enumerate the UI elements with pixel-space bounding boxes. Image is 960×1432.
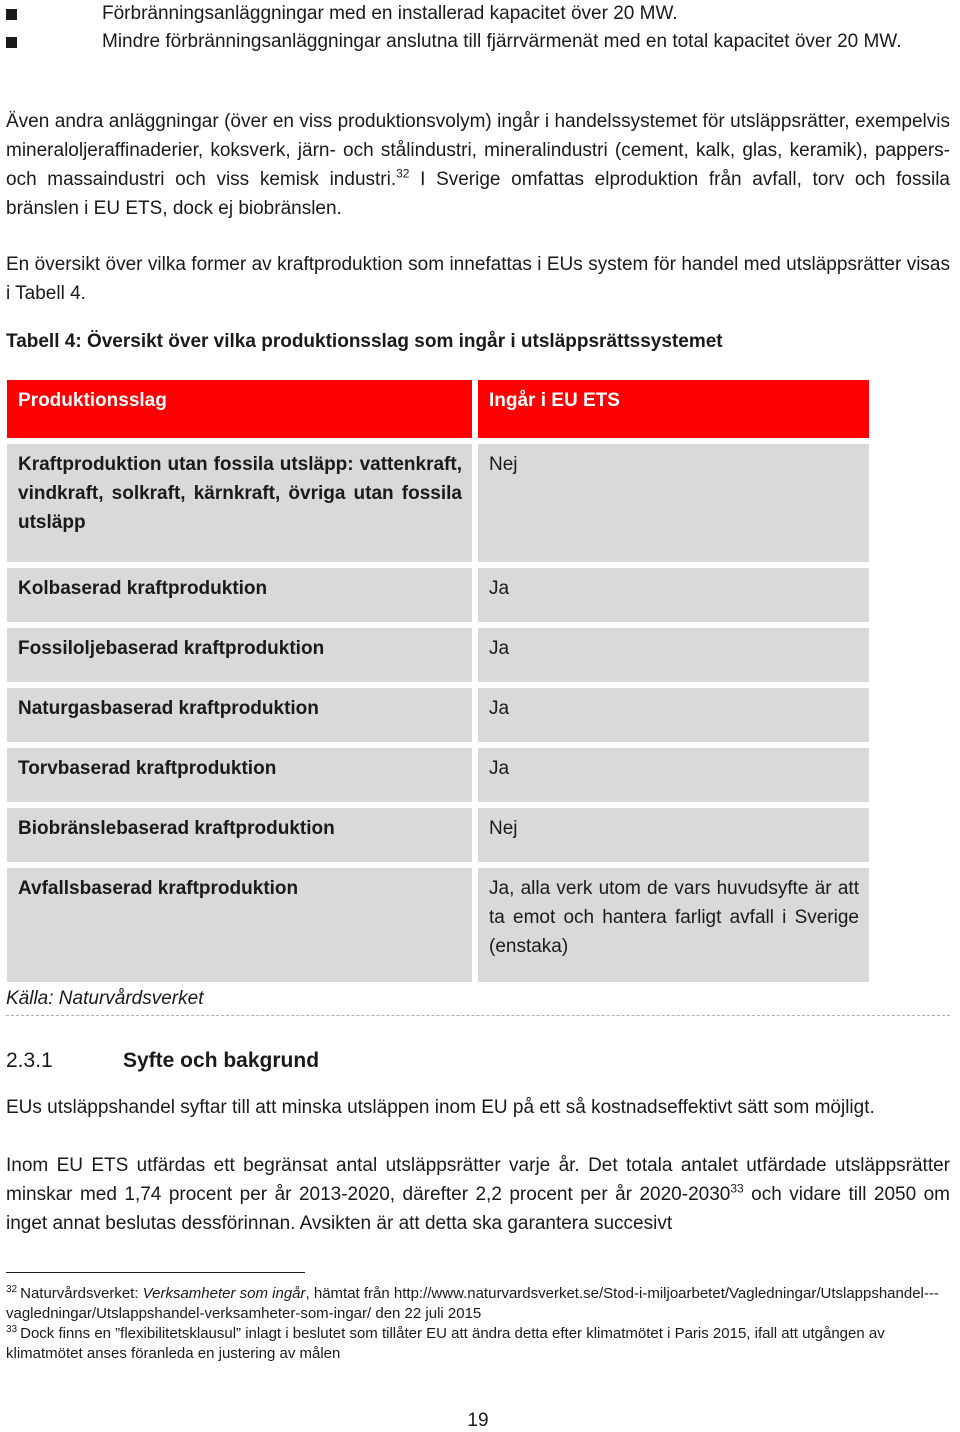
table-cell: Kolbaserad kraftproduktion — [7, 568, 472, 622]
table-cell: Ja — [478, 568, 869, 622]
paragraph-purpose: EUs utsläppshandel syftar till att minska utsläppen inom EU på ett så kostnadseffektivt sätt som möjligt. — [6, 1097, 875, 1118]
table-cell: Torvbaserad kraftproduktion — [7, 748, 472, 802]
paragraph-overview: En översikt över vilka former av kraftproduktion som innefattas i EUs system för handel med utsläppsrätter visas i Tabell 4. — [6, 254, 950, 304]
paragraph-allowances: Inom EU ETS utfärdas ett begränsat antal utsläppsrätter varje år. Det totala antalet utfärdade utsläppsrätter minskar med 1,74 procent per år 2013-2020, därefter 2,2 procent per år 2020-2030$^{33}$ och vidare till 2050 om inget annat beslutas dessförinnan. Avsikten är att detta ska garantera succesivt — [6, 1155, 950, 1234]
section-heading — [6, 1049, 319, 1073]
table-row — [7, 808, 869, 862]
column-header: Ingår i EU ETS — [478, 380, 869, 438]
table-row — [7, 868, 869, 982]
table-row — [7, 748, 869, 802]
bullet-text: Förbränningsanläggningar med en installerad kapacitet över 20 MW. — [102, 3, 678, 24]
table-cell: Ja — [478, 748, 869, 802]
dotted-divider — [6, 1015, 950, 1016]
table-cell: Nej — [478, 444, 869, 562]
table-cell: Avfallsbaserad kraftproduktion — [7, 868, 472, 982]
footnote: $^{32}$ Naturvårdsverket: Verksamheter som ingår, hämtat från http://www.naturvardsverket.se/Stod-i-miljoarbetet/Vagledningar/Utslappshandel---vagledningar/Utslappshandel-verksamheter-som-ingar/ den 22 juli 2015 — [6, 1284, 939, 1322]
footnote-separator — [6, 1272, 305, 1273]
table-cell: Ja — [478, 688, 869, 742]
table-row — [7, 568, 869, 622]
table-cell: Fossiloljebaserad kraftproduktion — [7, 628, 472, 682]
page-number: 19 — [467, 1410, 489, 1431]
section-title: Syfte och bakgrund — [123, 1049, 320, 1072]
table-cell: Biobränslebaserad kraftproduktion — [7, 808, 472, 862]
table-caption: Tabell 4: Översikt över vilka produktionsslag som ingår i utsläppsrättssystemet — [6, 331, 723, 352]
table-row — [7, 688, 869, 742]
footnote: $^{33}$ Dock finns en ”flexibilitetsklausul” inlagt i beslutet som tillåter EU att ändra detta efter klimatmötet i Paris 2015, ifall att utgången av klimatmötet anses föranleda en justering av målen — [6, 1324, 885, 1362]
table-row — [7, 444, 869, 562]
section-number: 2.3.1 — [6, 1049, 53, 1072]
bullet-text: Mindre förbränningsanläggningar anslutna till fjärrvärmenät med en total kapacitet över 20 MW. — [102, 31, 902, 52]
paragraph-other-installations: Även andra anläggningar (över en viss produktionsvolym) ingår i handelssystemet för utsläppsrätter, exempelvis mineraloljeraffinaderier, koksverk, järn- och stålindustri, mineralindustri (cement, kalk, glas, keramik), pappers- och massaindustri och viss kemisk industri.$^{32}$ I Sverige omfattas elproduktion från avfall, torv och fossila bränslen i EU ETS, dock ej biobränslen. — [6, 111, 950, 219]
square-bullet-icon — [6, 9, 17, 20]
footnote-ref[interactable]: 33 — [730, 1181, 744, 1196]
footnote-link[interactable]: , hämtat från http://www.naturvardsverket.se/Stod-i-miljoarbetet/Vagledningar/Utslappshandel---vagledningar/Utslappshandel-verksamheter-som-ingar/ den 22 juli 2015 — [6, 1285, 939, 1322]
bullet-list — [6, 0, 950, 56]
table-cell: Nej — [478, 808, 869, 862]
footnote-ref[interactable]: 32 — [396, 166, 410, 181]
table-header-row — [7, 380, 869, 438]
table-cell: Ja, alla verk utom de vars huvudsyfte är att ta emot och hantera farligt avfall i Sverige (enstaka) — [478, 868, 869, 982]
column-header: Produktionsslag — [7, 380, 472, 438]
bullet-item — [6, 28, 950, 56]
table-cell: Naturgasbaserad kraftproduktion — [7, 688, 472, 742]
table-row — [7, 628, 869, 682]
production-table — [7, 380, 869, 988]
table-source: Källa: Naturvårdsverket — [6, 988, 204, 1009]
table-cell: Ja — [478, 628, 869, 682]
square-bullet-icon — [6, 37, 17, 48]
bullet-item — [6, 0, 950, 28]
table-cell: Kraftproduktion utan fossila utsläpp: vattenkraft, vindkraft, solkraft, kärnkraft, övriga utan fossila utsläpp — [7, 444, 472, 562]
